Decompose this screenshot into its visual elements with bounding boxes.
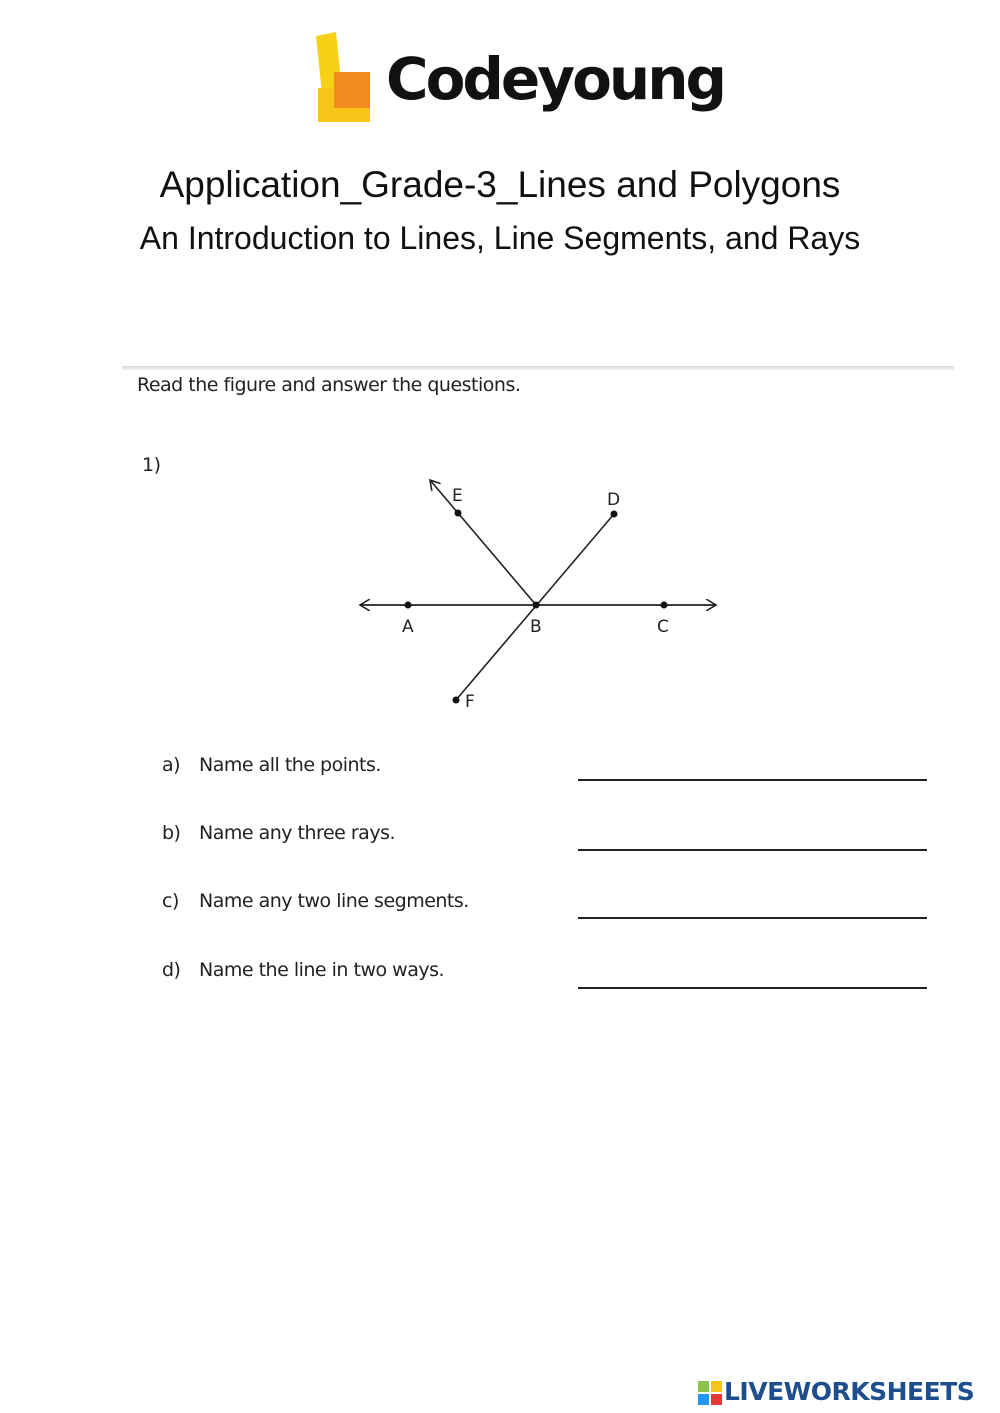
question-a — [162, 754, 381, 776]
label-e: E — [452, 486, 463, 506]
page-subtitle: An Introduction to Lines, Line Segments, and Rays — [139, 220, 861, 256]
point-d — [611, 511, 618, 518]
liveworksheets-logo-icon — [698, 1381, 722, 1405]
label-a: A — [402, 617, 414, 637]
liveworksheets-footer — [698, 1377, 998, 1407]
question-b — [162, 822, 395, 844]
answer-line-c[interactable] — [578, 917, 927, 919]
label-d: D — [607, 490, 621, 510]
codeyoung-logo-icon — [310, 32, 374, 124]
label-c: C — [657, 617, 669, 637]
point-e — [455, 510, 462, 517]
answer-line-b[interactable] — [578, 849, 927, 851]
answer-line-d[interactable] — [578, 987, 927, 989]
question-letter: b) — [162, 822, 181, 844]
ray-be — [430, 480, 536, 605]
point-c — [661, 602, 668, 609]
liveworksheets-brand: LIVEWORKSHEETS — [724, 1377, 975, 1406]
instruction-text: Read the figure and answer the questions. — [137, 374, 521, 396]
page-title: Application_Grade-3_Lines and Polygons — [159, 164, 841, 205]
label-f: F — [465, 692, 475, 712]
question-letter: c) — [162, 890, 179, 912]
question-text: Name any three rays. — [199, 822, 396, 844]
point-a — [405, 602, 412, 609]
question-text: Name any two line segments. — [199, 890, 469, 912]
codeyoung-logo — [310, 28, 725, 128]
answer-line-a[interactable] — [578, 779, 927, 781]
geometry-figure — [350, 470, 730, 720]
question-number: 1) — [142, 454, 161, 476]
question-letter: a) — [162, 754, 181, 776]
point-b — [533, 602, 540, 609]
question-text: Name the line in two ways. — [199, 959, 445, 981]
question-c — [162, 890, 469, 912]
label-b: B — [530, 617, 542, 637]
brand-name: Codeyoung — [386, 45, 725, 113]
scan-divider — [122, 366, 954, 370]
point-f — [453, 697, 460, 704]
question-letter: d) — [162, 959, 181, 981]
question-d — [162, 959, 444, 981]
question-text: Name all the points. — [199, 754, 381, 776]
